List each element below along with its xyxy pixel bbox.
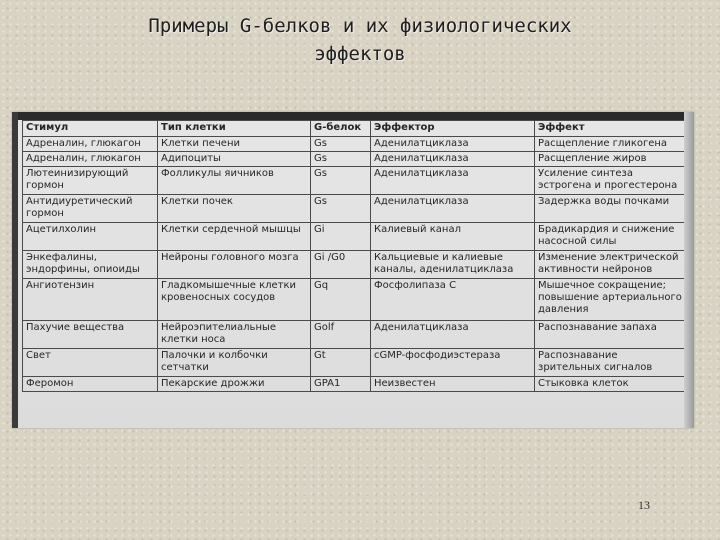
- cell-cell-type: Нейроэпителиальные клетки носа: [158, 321, 311, 349]
- scan-edge: [12, 112, 18, 428]
- cell-effector: Неизвестен: [371, 377, 535, 392]
- cell-effector: Аденилатциклаза: [371, 167, 535, 195]
- table-row: [23, 152, 687, 167]
- cell-g-protein: Gi: [311, 223, 371, 251]
- table-row: [23, 251, 687, 279]
- cell-g-protein: Gs: [311, 167, 371, 195]
- table-row: [23, 321, 687, 349]
- cell-cell-type: Палочки и колбочки сетчатки: [158, 349, 311, 377]
- cell-g-protein: GPA1: [311, 377, 371, 392]
- cell-effect: Распознавание запаха: [535, 321, 687, 349]
- cell-cell-type: Адипоциты: [158, 152, 311, 167]
- cell-effect: Усиление синтеза эстрогена и прогестерона: [535, 167, 687, 195]
- cell-effect: Распознавание зрительных сигналов: [535, 349, 687, 377]
- cell-stimulus: Антидиуретический гормон: [23, 195, 158, 223]
- cell-stimulus: Ангиотензин: [23, 279, 158, 321]
- slide-title: [40, 12, 680, 68]
- scanned-table-image: [12, 112, 694, 428]
- cell-g-protein: Golf: [311, 321, 371, 349]
- cell-effector: Аденилатциклаза: [371, 195, 535, 223]
- cell-stimulus: Адреналин, глюкагон: [23, 137, 158, 152]
- cell-cell-type: Пекарские дрожжи: [158, 377, 311, 392]
- header-g-protein: G-белок: [311, 121, 371, 137]
- header-effect: Эффект: [535, 121, 687, 137]
- cell-effector: Аденилатциклаза: [371, 137, 535, 152]
- cell-effect: Изменение электрической активности нейронов: [535, 251, 687, 279]
- cell-cell-type: Нейроны головного мозга: [158, 251, 311, 279]
- cell-effector: cGMP-фосфодиэстераза: [371, 349, 535, 377]
- cell-g-protein: Gi /G0: [311, 251, 371, 279]
- cell-cell-type: Фолликулы яичников: [158, 167, 311, 195]
- g-protein-table: [22, 120, 687, 392]
- cell-stimulus: Феромон: [23, 377, 158, 392]
- cell-stimulus: Адреналин, глюкагон: [23, 152, 158, 167]
- slide-title-line-1: Примеры G-белков и их физиологических: [148, 15, 572, 37]
- cell-stimulus: Энкефалины, эндорфины, опиоиды: [23, 251, 158, 279]
- table-row: [23, 167, 687, 195]
- cell-cell-type: Гладкомышечные клетки кровеносных сосудов: [158, 279, 311, 321]
- cell-effect: Расщепление жиров: [535, 152, 687, 167]
- cell-effect: Брадикардия и снижение насосной силы: [535, 223, 687, 251]
- cell-cell-type: Клетки почек: [158, 195, 311, 223]
- cell-g-protein: Gs: [311, 195, 371, 223]
- cell-effect: Задержка воды почками: [535, 195, 687, 223]
- table-row: [23, 279, 687, 321]
- table-header-row: [23, 121, 687, 137]
- cell-stimulus: Лютеинизирующий гормон: [23, 167, 158, 195]
- slide-title-line-2: эффектов: [314, 43, 406, 65]
- cell-effector: Кальциевые и калиевые каналы, аденилатциклаза: [371, 251, 535, 279]
- cell-effect: Расщепление гликогена: [535, 137, 687, 152]
- table-row: [23, 137, 687, 152]
- header-cell-type: Тип клетки: [158, 121, 311, 137]
- table-row: [23, 195, 687, 223]
- cell-effect: Мышечное сокращение; повышение артериального давления: [535, 279, 687, 321]
- table-row: [23, 377, 687, 392]
- header-stimulus: Стимул: [23, 121, 158, 137]
- header-effector: Эффектор: [371, 121, 535, 137]
- table-row: [23, 223, 687, 251]
- cell-effector: Аденилатциклаза: [371, 152, 535, 167]
- cell-effect: Стыковка клеток: [535, 377, 687, 392]
- page-number: 13: [638, 498, 650, 512]
- cell-effector: Аденилатциклаза: [371, 321, 535, 349]
- cell-stimulus: Пахучие вещества: [23, 321, 158, 349]
- cell-stimulus: Ацетилхолин: [23, 223, 158, 251]
- table-row: [23, 349, 687, 377]
- cell-stimulus: Свет: [23, 349, 158, 377]
- cell-g-protein: Gs: [311, 137, 371, 152]
- cell-effector: Калиевый канал: [371, 223, 535, 251]
- cell-g-protein: Gt: [311, 349, 371, 377]
- cell-g-protein: Gs: [311, 152, 371, 167]
- cell-g-protein: Gq: [311, 279, 371, 321]
- cell-cell-type: Клетки печени: [158, 137, 311, 152]
- cell-cell-type: Клетки сердечной мышцы: [158, 223, 311, 251]
- cell-effector: Фосфолипаза С: [371, 279, 535, 321]
